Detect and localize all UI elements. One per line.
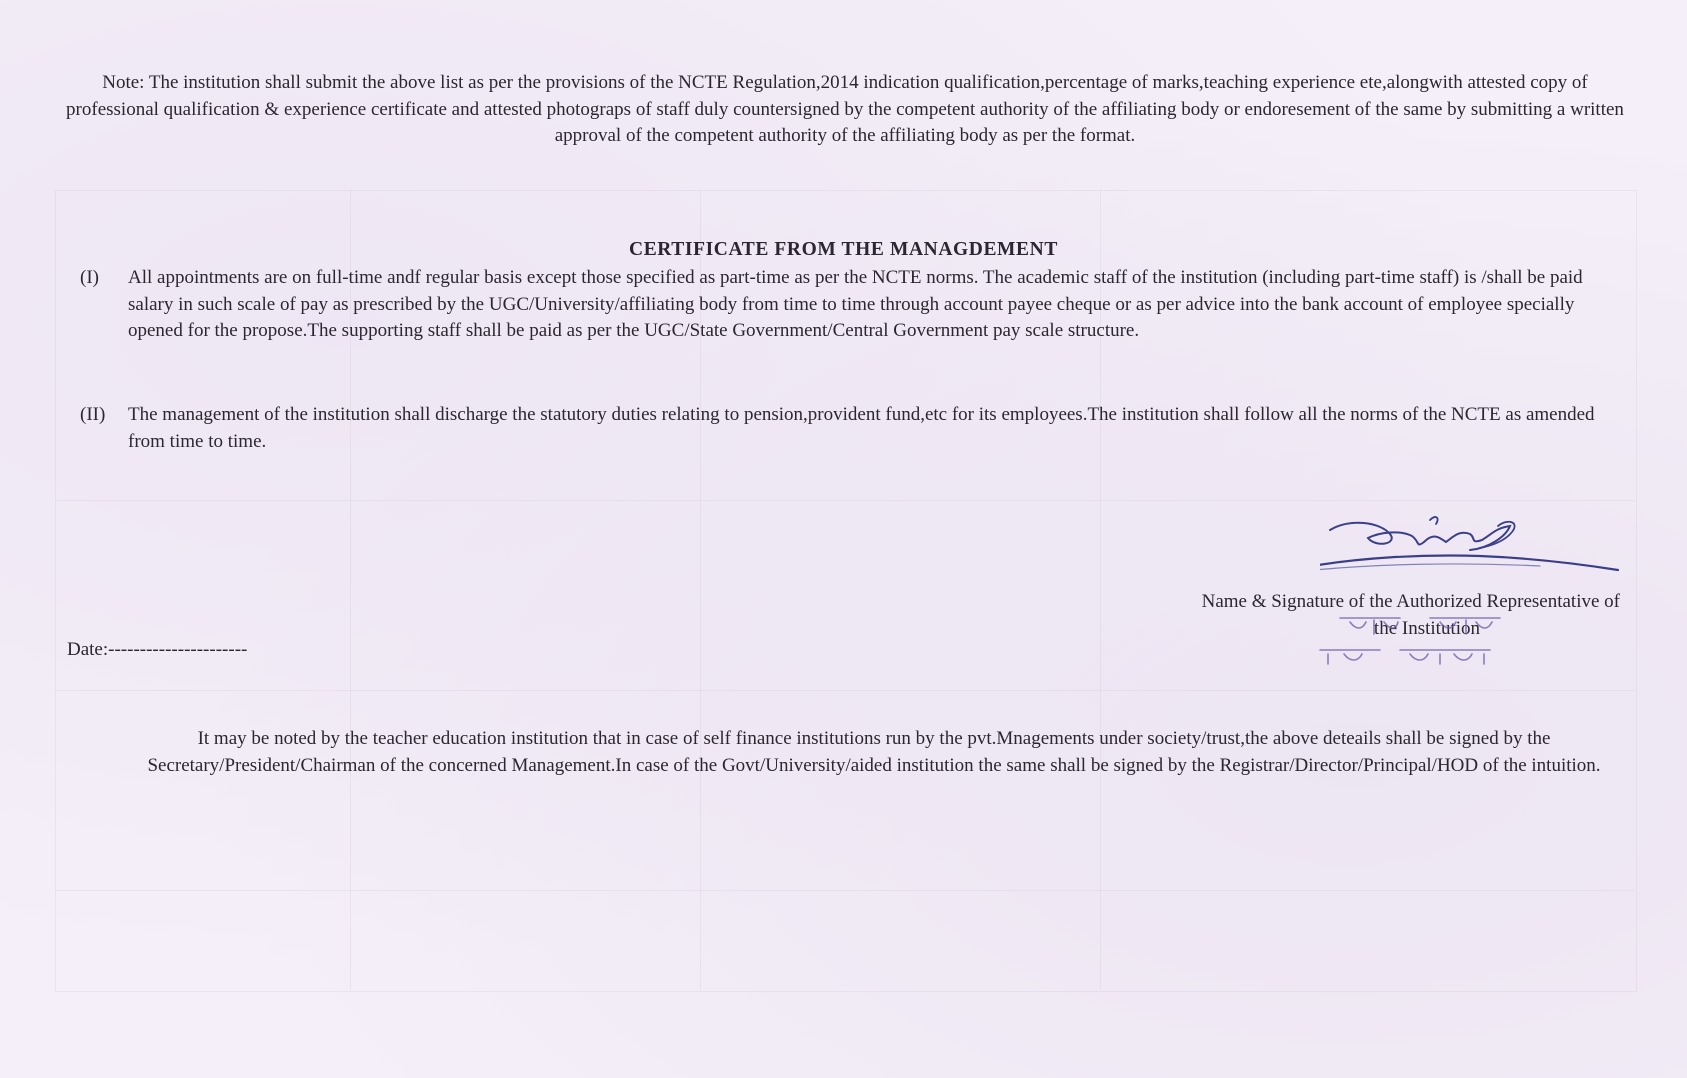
clause-item xyxy=(80,265,1620,345)
clause-item xyxy=(80,402,1620,455)
signature-caption-line: Name & Signature of the Authorized Representative of xyxy=(1201,591,1620,612)
bleed-through-lines xyxy=(55,690,1635,691)
bleed-through-lines xyxy=(55,500,1635,501)
certificate-title: CERTIFICATE FROM THE MANAGDEMENT xyxy=(629,239,1058,260)
institution-stamp xyxy=(1300,612,1540,672)
footer-note-paragraph: It may be noted by the teacher education institution that in case of self finance institutions run by the pvt.Mnagements under society/trust,the above deteails shall be signed by the Secretary/President/Chairman of the concerned Management.In case of the Govt/University/aided institution the same shall be signed by the Registrar/Director/Principal/HOD of the intuition. xyxy=(147,728,1601,776)
clause-text: The management of the institution shall discharge the statutory duties relating to pension,provident fund,etc for its employees.The institution shall follow all the norms of the NCTE as amended from time to time. xyxy=(128,404,1595,452)
clause-text: All appointments are on full-time andf regular basis except those specified as part-time as per the NCTE norms. The academic staff of the institution (including part-time staff) is /shall be paid salary in such scale of pay as prescribed by the UGC/University/affiliating body from time to time through account payee cheque or as per advice into the bank account of employee specially opened for the propose.The supporting staff shall be paid as per the UGC/State Government/Central Government pay scale structure. xyxy=(128,267,1583,341)
signature-caption-line: the Institution xyxy=(1373,618,1480,639)
note-paragraph: Note: The institution shall submit the above list as per the provisions of the NCTE Regulation,2014 indication qualification,percentage of marks,teaching experience ete,alongwith attested copy of professional qualification & experience certificate and attested photograps of staff duly countersigned by the competent authority of the affiliating body or endoresement of the same by submitting a written approval of the competent authority of the affiliating body as per the format. xyxy=(66,72,1624,146)
bleed-through-lines xyxy=(55,890,1635,891)
clause-number: (I) xyxy=(80,267,99,288)
date-field-label: Date:---------------------- xyxy=(67,639,248,660)
clause-number: (II) xyxy=(80,404,106,425)
handwritten-signature xyxy=(1320,508,1620,586)
